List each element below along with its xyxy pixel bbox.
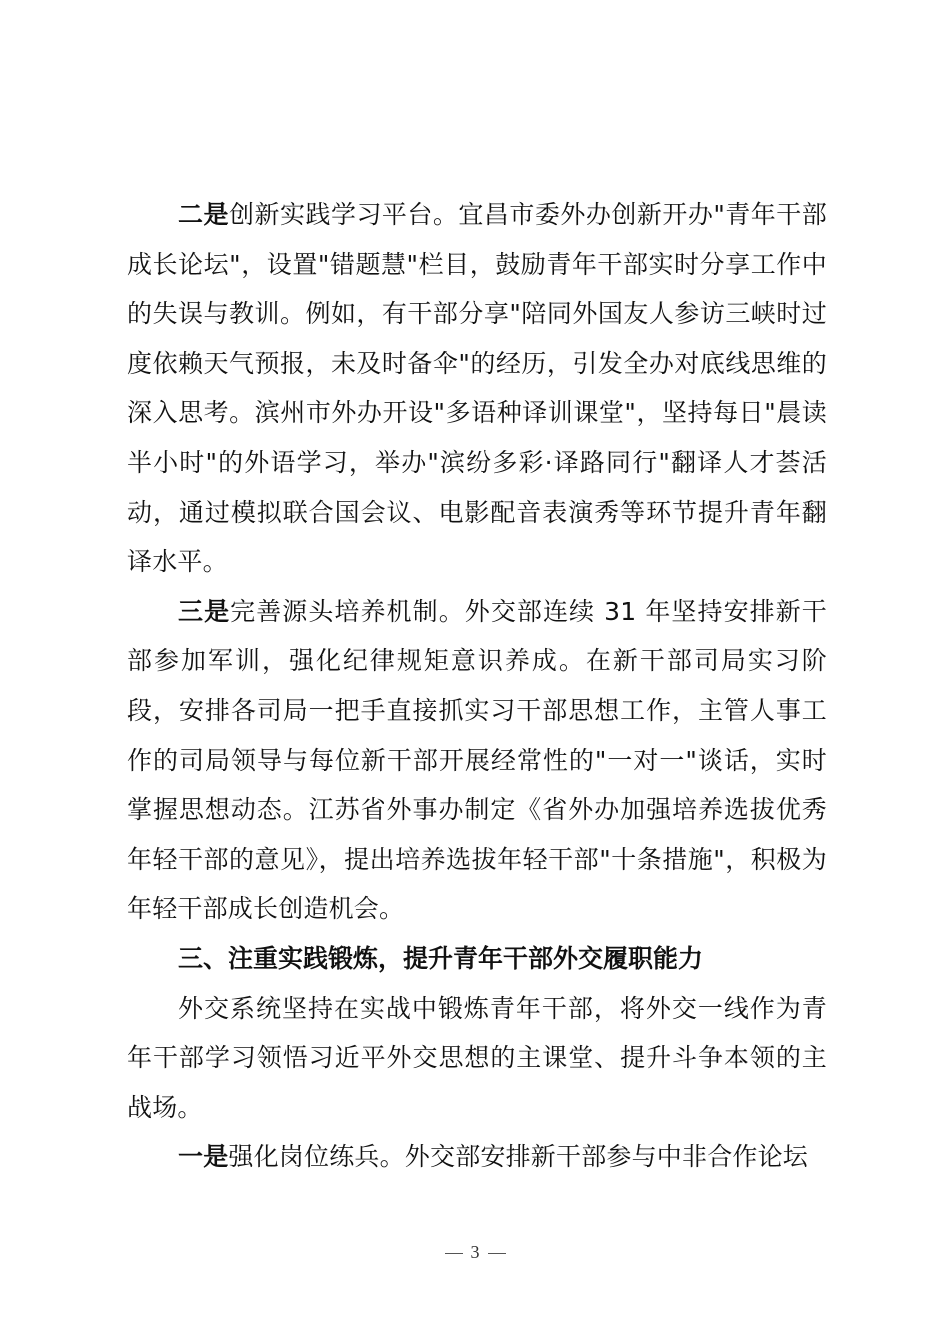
paragraph-text: 完善源头培养机制。外交部连续 31 年坚持安排新干部参加军训，强化纪律规矩意识养成。在新干部司局实习阶段，安排各司局一把手直接抓实习干部思想工作，主管人事工作的司局领导与每位新干部开展经常性的"一对一"谈话，实时掌握思想动态。江苏省外事办制定《省外办加强培养选拔优秀年轻干部的意见》，提出培养选拔年轻干部"十条措施"，积极为年轻干部成长创造机会。 [127, 596, 827, 924]
paragraph-text: 创新实践学习平台。宜昌市委外办创新开办"青年干部成长论坛"，设置"错题慧"栏目，鼓励青年干部实时分享工作中的失误与教训。例如，有干部分享"陪同外国友人参访三峡时过度依赖天气预报，未及时备伞"的经历，引发全办对底线思维的深入思考。滨州市外办开设"多语种译训课堂"，坚持每日"晨读半小时"的外语学习，举办"滨纷多彩·译路同行"翻译人才荟活动，通过模拟联合国会议、电影配音表演秀等环节提升青年翻译水平。 [127, 200, 827, 577]
page-number: 3 [470, 1242, 480, 1262]
paragraph-source-training [127, 587, 827, 934]
paragraph-practice-intro [127, 984, 827, 1133]
paragraph-innovation-platform [127, 190, 827, 587]
paragraph-text: 强化岗位练兵。外交部安排新干部参与中非合作论坛 [228, 1142, 809, 1172]
paragraph-lead: 二是 [178, 200, 229, 229]
paragraph-text: 外交系统坚持在实战中锻炼青年干部，将外交一线作为青年干部学习领悟习近平外交思想的主课堂、提升斗争本领的主战场。 [127, 993, 827, 1122]
section-heading: 三、注重实践锻炼，提升青年干部外交履职能力 [178, 943, 704, 973]
footer-dash-left [445, 1253, 463, 1254]
paragraph-lead: 三是 [178, 596, 231, 626]
document-page [127, 190, 827, 1182]
paragraph-lead: 一是 [178, 1142, 229, 1172]
footer-dash-right [488, 1253, 506, 1254]
page-footer [0, 1242, 950, 1263]
paragraph-post-training [127, 1132, 827, 1182]
